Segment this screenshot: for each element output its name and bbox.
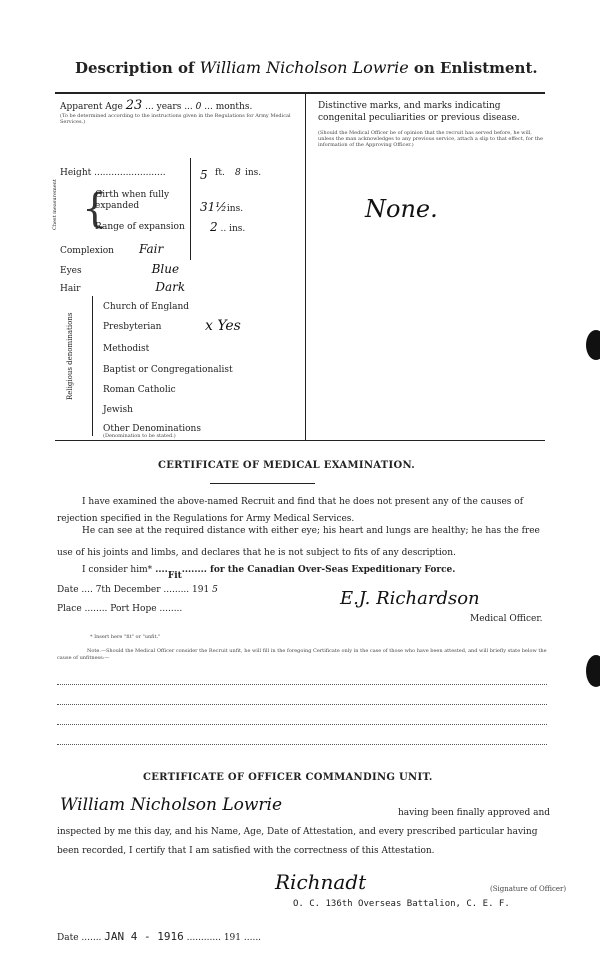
- religion-mark: x Yes: [205, 318, 241, 334]
- punch-hole: [586, 655, 600, 687]
- girth-value: 31½: [200, 200, 227, 214]
- marks-note: (Should the Medical Officer be of opinion that the recruit has served before, he will, unless the man acknowledges to any previous service, attach a slip to that effect, for the information of the Approving Officer.): [318, 130, 543, 148]
- marks-label: Distinctive marks, and marks indicating congenital peculiarities or previous disease.: [318, 101, 520, 123]
- medical-paragraph-1: I have examined the above-named Recruit and find that he does not present any of the causes of rejection specified in the Regulations for Army Medical Services.: [57, 497, 524, 524]
- recruit-name: William Nicholson Lowrie: [199, 58, 409, 77]
- medical-officer-signature: E.J. Richardson: [340, 588, 480, 609]
- brace: {: [82, 186, 108, 232]
- commanding-officer-signature: Richnadt: [275, 870, 367, 894]
- unfitness-line: [57, 724, 547, 725]
- hair-label: Hair: [60, 284, 81, 294]
- commanding-text-2: inspected by me this day, and his Name, Age, Date of Attestation, and every prescribed particular having: [57, 827, 538, 837]
- commanding-year-prefix: 191: [223, 933, 242, 943]
- religion-presbyterian: Presbyterian: [103, 322, 162, 332]
- marks-value: None.: [365, 195, 438, 223]
- insert-note: * Insert here "fit" or "unfit.": [90, 634, 161, 640]
- religion-label: Religious denominations: [66, 312, 74, 400]
- year-value: 5: [212, 585, 218, 595]
- divider: [190, 158, 191, 260]
- complexion-value: Fair: [138, 242, 164, 256]
- medical-officer-label: Medical Officer.: [470, 614, 543, 624]
- enlistment-document: Description of William Nicholson Lowrie on Enlistment. Apparent Age 23 ... years ... 0 ... months. (To be determined according to the instructions given in the Regulations for Army Medical Services.) Height ......................... 5 ft. 8 ins. Chest measurement { Girth when fully expanded 31½ins. Range of expansion 2 .. ins. Complexion Fair Eyes Blue Hair Dark Religious denominations Church of England Presbyterian x Yes Methodist Baptist or Congregationalist Roman Catholic Jewish Other Denominations (Denomination to be stated.) Distinctive marks, and marks indicating congenital peculiarities or previous disease. (Should the Medical Officer be of opinion that the recruit has served before, he will, unless the man acknowledges to any previous service, attach a slip to that effect, for the information of the Approving Officer.) None. CERTIFICATE OF MEDICAL EXAMINATION. I have examined the above-named Recruit and find that he does not present any of the causes of rejection specified in the Regulations for Army Medical Services. He can see at the required distance with either eye; his heart and lungs are healthy; he has the free use of his joints and limbs, and declares that he is not subject to fits of any description. I consider him* ....Fit........ for the Canadian Over-Seas Expeditionary Force. Date .... 7th December ......... 191 5 Place ........ Port Hope ........ E.J. Richardson Medical Officer. * Insert here "fit" or "unfit." Note.—Should the Medical Officer consider the Recruit unfit, he will fill in the foregoing Certificate only in the case of those who have been attested, and will briefly state below the cause of unfitness:— CERTIFICATE OF OFFICER COMMANDING UNIT. William Nicholson Lowrie having been finally approved and inspected by me this day, and his Name, Age, Date of Attestation, and every prescribed particular having been recorded, I certify that I am satisfied with the correctness of this Attestation. Richnadt (Signature of Officer) O. C. 136th Overseas Battalion, C. E. F. Date ....... JAN 4 - 1916 ............ 191 ......: [0, 0, 600, 968]
- religion-methodist: Methodist: [103, 344, 150, 354]
- ft-label: ft.: [215, 168, 225, 178]
- age-label: Apparent Age: [60, 102, 123, 112]
- consider-prefix: I consider him*: [82, 565, 153, 575]
- complexion-label: Complexion: [60, 246, 114, 256]
- consider-value: Fit: [167, 571, 182, 581]
- year-prefix: 191: [192, 585, 210, 595]
- document-title: [75, 58, 538, 77]
- medical-paragraph-2: He can see at the required distance with either eye; his heart and lungs are healthy; he has the free use of his joints and limbs, and declares that he is not subject to fits of any description.: [57, 526, 540, 558]
- commanding-text-1: having been finally approved and: [398, 808, 551, 818]
- girth-label: Girth when fully expanded: [95, 190, 170, 211]
- commanding-date-label: Date: [57, 933, 79, 943]
- religion-jewish: Jewish: [103, 405, 133, 415]
- place-label: Place: [57, 604, 82, 614]
- rule: [55, 92, 545, 94]
- commanding-date-value: JAN 4 - 1916: [104, 930, 184, 943]
- range-label: Range of expansion: [95, 222, 185, 232]
- eyes-value: Blue: [151, 262, 180, 276]
- place-value: Port Hope: [110, 604, 157, 614]
- height-in: 8: [235, 168, 241, 178]
- title-suffix: on Enlistment.: [413, 59, 538, 77]
- age-note: (To be determined according to the instructions given in the Regulations for Army Medical Services.): [60, 113, 291, 125]
- commanding-recruit-name: William Nicholson Lowrie: [60, 795, 283, 815]
- divider: [92, 296, 93, 436]
- age-row: Apparent Age 23 ... years ... 0 ... months.: [60, 98, 253, 113]
- commanding-heading: CERTIFICATE OF OFFICER COMMANDING UNIT.: [143, 772, 433, 783]
- range-unit: ins.: [229, 224, 246, 234]
- religion-roman-catholic: Roman Catholic: [103, 385, 176, 395]
- age-months: 0: [195, 102, 202, 112]
- height-row: Height ......................... 5 ft. 8 ins.: [60, 168, 262, 182]
- religion-baptist: Baptist or Congregationalist: [103, 365, 233, 375]
- rule: [55, 440, 545, 441]
- unfitness-line: [57, 704, 547, 705]
- column-divider: [305, 94, 306, 440]
- medical-heading: CERTIFICATE OF MEDICAL EXAMINATION.: [158, 460, 416, 471]
- unfitness-line: [57, 684, 547, 685]
- range-value: 2: [210, 220, 218, 234]
- title-prefix: Description of: [75, 59, 195, 77]
- age-years: 23: [125, 98, 143, 113]
- rule: [210, 483, 315, 484]
- punch-hole: [586, 330, 600, 360]
- months-label: months.: [215, 102, 253, 112]
- consider-suffix: for the Canadian Over-Seas Expeditionary Force.: [209, 565, 456, 575]
- chest-label: Chest measurement: [52, 179, 58, 230]
- commanding-text-3: been recorded, I certify that I am satisfied with the correctness of this Attestation.: [57, 846, 435, 856]
- unfitness-note: Note.—Should the Medical Officer consider the Recruit unfit, he will fill in the foregoing Certificate only in the case of those who have been attested, and will briefly state below the cause of unfitness:—: [57, 648, 547, 661]
- oc-label: O. C. 136th Overseas Battalion, C. E. F.: [293, 899, 510, 909]
- signature-label: (Signature of Officer): [490, 885, 567, 893]
- unfitness-line: [57, 744, 547, 745]
- religion-church-of-england: Church of England: [103, 302, 190, 312]
- date-label: Date: [57, 585, 79, 595]
- eyes-label: Eyes: [60, 266, 82, 276]
- hair-value: Dark: [155, 280, 186, 294]
- ins-label: ins.: [245, 168, 262, 178]
- date-value: 7th December: [95, 585, 161, 595]
- religion-other: Other Denominations: [103, 424, 201, 434]
- years-label: years: [156, 102, 182, 112]
- height-label: Height: [60, 168, 92, 178]
- other-note: (Denomination to be stated.): [103, 433, 176, 439]
- girth-unit: ins.: [226, 204, 244, 214]
- height-ft: 5: [200, 168, 208, 182]
